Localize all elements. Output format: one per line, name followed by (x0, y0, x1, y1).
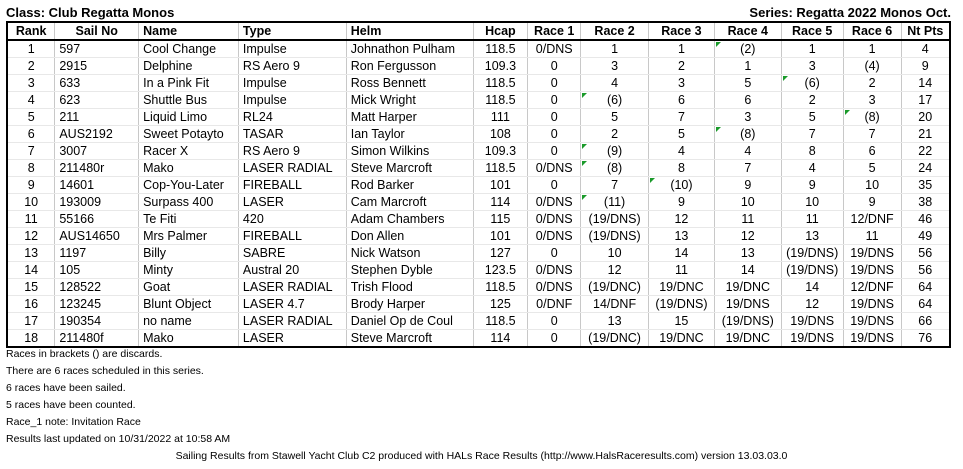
cell-race-2: 12 (581, 262, 649, 279)
table-row (7, 92, 950, 109)
cell-race-6: 19/DNS (843, 313, 901, 330)
cell-helm: Brody Harper (346, 296, 473, 313)
cell-name: Blunt Object (139, 296, 239, 313)
column-header-hcap: Hcap (473, 22, 528, 40)
cell-race-4: 12 (714, 228, 781, 245)
cell-race-5: 19/DNS (781, 313, 843, 330)
cell-name: Te Fiti (139, 211, 239, 228)
cell-hcap: 101 (473, 177, 528, 194)
cell-hcap: 118.5 (473, 279, 528, 296)
table-row (7, 262, 950, 279)
cell-race-1: 0/DNS (528, 262, 581, 279)
cell-race-4: 6 (714, 92, 781, 109)
cell-race-3: 19/DNC (649, 330, 715, 348)
table-row (7, 313, 950, 330)
table-row (7, 296, 950, 313)
note-scheduled: There are 6 races scheduled in this series. (6, 365, 204, 377)
cell-race-3: 2 (649, 58, 715, 75)
cell-type: TASAR (238, 126, 346, 143)
cell-helm: Stephen Dyble (346, 262, 473, 279)
cell-race-2: (6) (581, 92, 649, 109)
cell-race-5: 4 (781, 160, 843, 177)
cell-race-2: 7 (581, 177, 649, 194)
cell-race-5: 9 (781, 177, 843, 194)
cell-hcap: 127 (473, 245, 528, 262)
cell-net-points: 56 (901, 245, 950, 262)
cell-race-6: 19/DNS (843, 296, 901, 313)
table-row (7, 194, 950, 211)
results-header (6, 5, 951, 22)
column-header-rank: Rank (7, 22, 55, 40)
cell-race-6: 3 (843, 92, 901, 109)
cell-net-points: 66 (901, 313, 950, 330)
cell-type: LASER (238, 330, 346, 348)
cell-name: Mako (139, 160, 239, 177)
cell-rank: 9 (7, 177, 55, 194)
cell-helm: Mick Wright (346, 92, 473, 109)
cell-race-3: 11 (649, 262, 715, 279)
cell-race-6: 11 (843, 228, 901, 245)
cell-race-5: 10 (781, 194, 843, 211)
table-row (7, 143, 950, 160)
note-last-updated: Results last updated on 10/31/2022 at 10:58 AM (6, 433, 231, 445)
cell-sail-no: 623 (55, 92, 139, 109)
cell-race-2: 1 (581, 40, 649, 58)
cell-race-4: 19/DNC (714, 279, 781, 296)
cell-hcap: 118.5 (473, 313, 528, 330)
cell-helm: Ian Taylor (346, 126, 473, 143)
cell-sail-no: AUS14650 (55, 228, 139, 245)
note-discards: Races in brackets () are discards. (6, 348, 163, 360)
cell-race-3: 14 (649, 245, 715, 262)
cell-net-points: 56 (901, 262, 950, 279)
cell-race-3: 5 (649, 126, 715, 143)
cell-net-points: 35 (901, 177, 950, 194)
cell-helm: Ross Bennett (346, 75, 473, 92)
cell-name: Mrs Palmer (139, 228, 239, 245)
cell-race-1: 0 (528, 177, 581, 194)
cell-race-1: 0 (528, 58, 581, 75)
cell-race-6: 19/DNS (843, 330, 901, 348)
cell-rank: 16 (7, 296, 55, 313)
cell-name: Liquid Limo (139, 109, 239, 126)
cell-hcap: 108 (473, 126, 528, 143)
cell-sail-no: AUS2192 (55, 126, 139, 143)
note-sailed: 6 races have been sailed. (6, 382, 126, 394)
cell-race-4: 5 (714, 75, 781, 92)
cell-sail-no: 193009 (55, 194, 139, 211)
cell-type: FIREBALL (238, 177, 346, 194)
cell-race-2: (19/DNC) (581, 330, 649, 348)
cell-race-5: (19/DNS) (781, 262, 843, 279)
cell-hcap: 109.3 (473, 143, 528, 160)
cell-rank: 13 (7, 245, 55, 262)
cell-hcap: 114 (473, 194, 528, 211)
cell-name: Cool Change (139, 40, 239, 58)
cell-race-1: 0/DNS (528, 279, 581, 296)
cell-race-1: 0 (528, 313, 581, 330)
table-row (7, 58, 950, 75)
cell-race-3: 9 (649, 194, 715, 211)
cell-helm: Trish Flood (346, 279, 473, 296)
table-row (7, 279, 950, 296)
cell-race-6: 19/DNS (843, 245, 901, 262)
cell-race-5: 19/DNS (781, 330, 843, 348)
table-row (7, 109, 950, 126)
cell-hcap: 111 (473, 109, 528, 126)
cell-type: LASER RADIAL (238, 313, 346, 330)
cell-race-2: 13 (581, 313, 649, 330)
cell-sail-no: 211 (55, 109, 139, 126)
cell-type: RS Aero 9 (238, 143, 346, 160)
cell-type: Impulse (238, 75, 346, 92)
cell-race-2: (19/DNS) (581, 228, 649, 245)
cell-race-5: 11 (781, 211, 843, 228)
cell-name: Goat (139, 279, 239, 296)
cell-helm: Cam Marcroft (346, 194, 473, 211)
cell-net-points: 22 (901, 143, 950, 160)
cell-sail-no: 3007 (55, 143, 139, 160)
cell-rank: 18 (7, 330, 55, 348)
cell-race-2: (19/DNC) (581, 279, 649, 296)
cell-rank: 8 (7, 160, 55, 177)
cell-race-4: (19/DNS) (714, 313, 781, 330)
cell-type: RS Aero 9 (238, 58, 346, 75)
column-header-name: Name (139, 22, 239, 40)
class-label: Class: Club Regatta Monos (6, 5, 175, 20)
cell-race-4: 14 (714, 262, 781, 279)
cell-race-3: 6 (649, 92, 715, 109)
cell-race-2: 10 (581, 245, 649, 262)
cell-race-5: 7 (781, 126, 843, 143)
cell-race-2: 5 (581, 109, 649, 126)
column-header-race-2: Race 2 (581, 22, 649, 40)
cell-helm: Rod Barker (346, 177, 473, 194)
cell-hcap: 118.5 (473, 40, 528, 58)
cell-race-6: 1 (843, 40, 901, 58)
cell-race-1: 0 (528, 143, 581, 160)
cell-race-4: 7 (714, 160, 781, 177)
cell-race-4: 11 (714, 211, 781, 228)
column-header-race-6: Race 6 (843, 22, 901, 40)
cell-race-3: (10) (649, 177, 715, 194)
cell-sail-no: 211480r (55, 160, 139, 177)
cell-name: Mako (139, 330, 239, 348)
cell-net-points: 4 (901, 40, 950, 58)
cell-race-6: 6 (843, 143, 901, 160)
cell-name: Shuttle Bus (139, 92, 239, 109)
cell-hcap: 118.5 (473, 92, 528, 109)
cell-race-6: 12/DNF (843, 279, 901, 296)
cell-rank: 12 (7, 228, 55, 245)
cell-race-6: 19/DNS (843, 262, 901, 279)
cell-helm: Ron Fergusson (346, 58, 473, 75)
cell-race-5: 12 (781, 296, 843, 313)
cell-type: FIREBALL (238, 228, 346, 245)
cell-race-2: (9) (581, 143, 649, 160)
cell-race-6: 5 (843, 160, 901, 177)
cell-rank: 10 (7, 194, 55, 211)
cell-name: Sweet Potayto (139, 126, 239, 143)
cell-net-points: 64 (901, 279, 950, 296)
cell-race-1: 0/DNF (528, 296, 581, 313)
cell-helm: Nick Watson (346, 245, 473, 262)
cell-net-points: 17 (901, 92, 950, 109)
cell-helm: Simon Wilkins (346, 143, 473, 160)
cell-net-points: 49 (901, 228, 950, 245)
cell-race-2: 14/DNF (581, 296, 649, 313)
cell-race-1: 0 (528, 126, 581, 143)
cell-name: Racer X (139, 143, 239, 160)
cell-helm: Adam Chambers (346, 211, 473, 228)
table-header-row (7, 22, 950, 40)
cell-race-5: 1 (781, 40, 843, 58)
cell-rank: 14 (7, 262, 55, 279)
cell-rank: 11 (7, 211, 55, 228)
cell-race-3: 3 (649, 75, 715, 92)
cell-helm: Johnathon Pulham (346, 40, 473, 58)
cell-hcap: 118.5 (473, 75, 528, 92)
cell-race-6: 12/DNF (843, 211, 901, 228)
cell-race-2: (8) (581, 160, 649, 177)
column-header-race-4: Race 4 (714, 22, 781, 40)
cell-sail-no: 190354 (55, 313, 139, 330)
cell-race-5: 2 (781, 92, 843, 109)
cell-net-points: 14 (901, 75, 950, 92)
cell-name: Surpass 400 (139, 194, 239, 211)
series-label: Series: Regatta 2022 Monos Oct. (749, 5, 951, 20)
cell-sail-no: 105 (55, 262, 139, 279)
cell-race-6: 2 (843, 75, 901, 92)
cell-race-1: 0 (528, 245, 581, 262)
column-header-helm: Helm (346, 22, 473, 40)
table-row (7, 330, 950, 348)
cell-race-4: (8) (714, 126, 781, 143)
cell-type: LASER (238, 194, 346, 211)
cell-race-1: 0/DNS (528, 211, 581, 228)
cell-race-1: 0/DNS (528, 228, 581, 245)
table-row (7, 245, 950, 262)
cell-type: LASER 4.7 (238, 296, 346, 313)
cell-race-3: 7 (649, 109, 715, 126)
cell-rank: 17 (7, 313, 55, 330)
column-header-net-points: Nt Pts (901, 22, 950, 40)
cell-net-points: 76 (901, 330, 950, 348)
cell-type: 420 (238, 211, 346, 228)
column-header-race-5: Race 5 (781, 22, 843, 40)
cell-race-2: 3 (581, 58, 649, 75)
cell-race-5: (6) (781, 75, 843, 92)
cell-hcap: 125 (473, 296, 528, 313)
cell-net-points: 21 (901, 126, 950, 143)
cell-rank: 5 (7, 109, 55, 126)
cell-hcap: 101 (473, 228, 528, 245)
cell-sail-no: 123245 (55, 296, 139, 313)
cell-rank: 2 (7, 58, 55, 75)
notes (6, 346, 230, 448)
column-header-sail-no: Sail No (55, 22, 139, 40)
cell-race-5: 14 (781, 279, 843, 296)
cell-type: SABRE (238, 245, 346, 262)
cell-race-1: 0 (528, 330, 581, 348)
cell-rank: 7 (7, 143, 55, 160)
table-row (7, 126, 950, 143)
cell-race-2: 2 (581, 126, 649, 143)
column-header-race-1: Race 1 (528, 22, 581, 40)
cell-race-1: 0/DNS (528, 160, 581, 177)
cell-net-points: 64 (901, 296, 950, 313)
cell-race-5: 8 (781, 143, 843, 160)
cell-rank: 6 (7, 126, 55, 143)
cell-name: no name (139, 313, 239, 330)
cell-race-4: 19/DNS (714, 296, 781, 313)
results-table (6, 21, 951, 348)
cell-name: In a Pink Fit (139, 75, 239, 92)
cell-race-1: 0/DNS (528, 40, 581, 58)
cell-type: Impulse (238, 92, 346, 109)
cell-race-3: 1 (649, 40, 715, 58)
cell-type: Impulse (238, 40, 346, 58)
cell-net-points: 46 (901, 211, 950, 228)
cell-net-points: 38 (901, 194, 950, 211)
cell-type: LASER RADIAL (238, 279, 346, 296)
cell-race-2: 4 (581, 75, 649, 92)
column-header-type: Type (238, 22, 346, 40)
cell-sail-no: 597 (55, 40, 139, 58)
cell-helm: Steve Marcroft (346, 160, 473, 177)
cell-race-6: 9 (843, 194, 901, 211)
cell-race-3: 8 (649, 160, 715, 177)
cell-race-4: 9 (714, 177, 781, 194)
cell-race-4: (2) (714, 40, 781, 58)
cell-rank: 3 (7, 75, 55, 92)
cell-race-5: 13 (781, 228, 843, 245)
cell-sail-no: 211480f (55, 330, 139, 348)
cell-sail-no: 633 (55, 75, 139, 92)
cell-race-3: 15 (649, 313, 715, 330)
cell-race-6: (4) (843, 58, 901, 75)
cell-race-4: 10 (714, 194, 781, 211)
cell-type: LASER RADIAL (238, 160, 346, 177)
cell-race-4: 1 (714, 58, 781, 75)
cell-net-points: 24 (901, 160, 950, 177)
cell-name: Minty (139, 262, 239, 279)
table-row (7, 228, 950, 245)
table-row (7, 40, 950, 58)
cell-rank: 4 (7, 92, 55, 109)
cell-race-1: 0 (528, 92, 581, 109)
cell-race-4: 19/DNC (714, 330, 781, 348)
cell-net-points: 9 (901, 58, 950, 75)
cell-helm: Matt Harper (346, 109, 473, 126)
note-counted: 5 races have been counted. (6, 399, 136, 411)
cell-name: Cop-You-Later (139, 177, 239, 194)
cell-sail-no: 1197 (55, 245, 139, 262)
cell-hcap: 115 (473, 211, 528, 228)
cell-rank: 15 (7, 279, 55, 296)
footer-credit: Sailing Results from Stawell Yacht Club C2 produced with HALs Race Results (http://www.HalsRaceresults.com) version 13.03.03.0 (175, 450, 788, 462)
cell-name: Billy (139, 245, 239, 262)
cell-race-3: 12 (649, 211, 715, 228)
cell-hcap: 114 (473, 330, 528, 348)
cell-net-points: 20 (901, 109, 950, 126)
cell-hcap: 118.5 (473, 160, 528, 177)
cell-race-6: 10 (843, 177, 901, 194)
cell-race-5: 3 (781, 58, 843, 75)
table-row (7, 211, 950, 228)
cell-race-3: 4 (649, 143, 715, 160)
cell-race-4: 4 (714, 143, 781, 160)
cell-hcap: 109.3 (473, 58, 528, 75)
column-header-race-3: Race 3 (649, 22, 715, 40)
cell-name: Delphine (139, 58, 239, 75)
cell-race-2: (11) (581, 194, 649, 211)
cell-race-6: 7 (843, 126, 901, 143)
cell-race-1: 0 (528, 75, 581, 92)
cell-sail-no: 128522 (55, 279, 139, 296)
cell-race-4: 13 (714, 245, 781, 262)
cell-race-3: 13 (649, 228, 715, 245)
cell-race-1: 0/DNS (528, 194, 581, 211)
cell-sail-no: 14601 (55, 177, 139, 194)
cell-hcap: 123.5 (473, 262, 528, 279)
cell-race-5: (19/DNS) (781, 245, 843, 262)
cell-race-4: 3 (714, 109, 781, 126)
cell-race-2: (19/DNS) (581, 211, 649, 228)
cell-sail-no: 55166 (55, 211, 139, 228)
cell-helm: Steve Marcroft (346, 330, 473, 348)
cell-type: RL24 (238, 109, 346, 126)
cell-helm: Don Allen (346, 228, 473, 245)
cell-type: Austral 20 (238, 262, 346, 279)
table-row (7, 160, 950, 177)
cell-sail-no: 2915 (55, 58, 139, 75)
cell-helm: Daniel Op de Coul (346, 313, 473, 330)
note-race1: Race_1 note: Invitation Race (6, 416, 141, 428)
cell-race-1: 0 (528, 109, 581, 126)
cell-race-6: (8) (843, 109, 901, 126)
cell-race-3: 19/DNC (649, 279, 715, 296)
cell-race-3: (19/DNS) (649, 296, 715, 313)
cell-rank: 1 (7, 40, 55, 58)
table-body (7, 40, 950, 347)
table-row (7, 75, 950, 92)
cell-race-5: 5 (781, 109, 843, 126)
table-row (7, 177, 950, 194)
